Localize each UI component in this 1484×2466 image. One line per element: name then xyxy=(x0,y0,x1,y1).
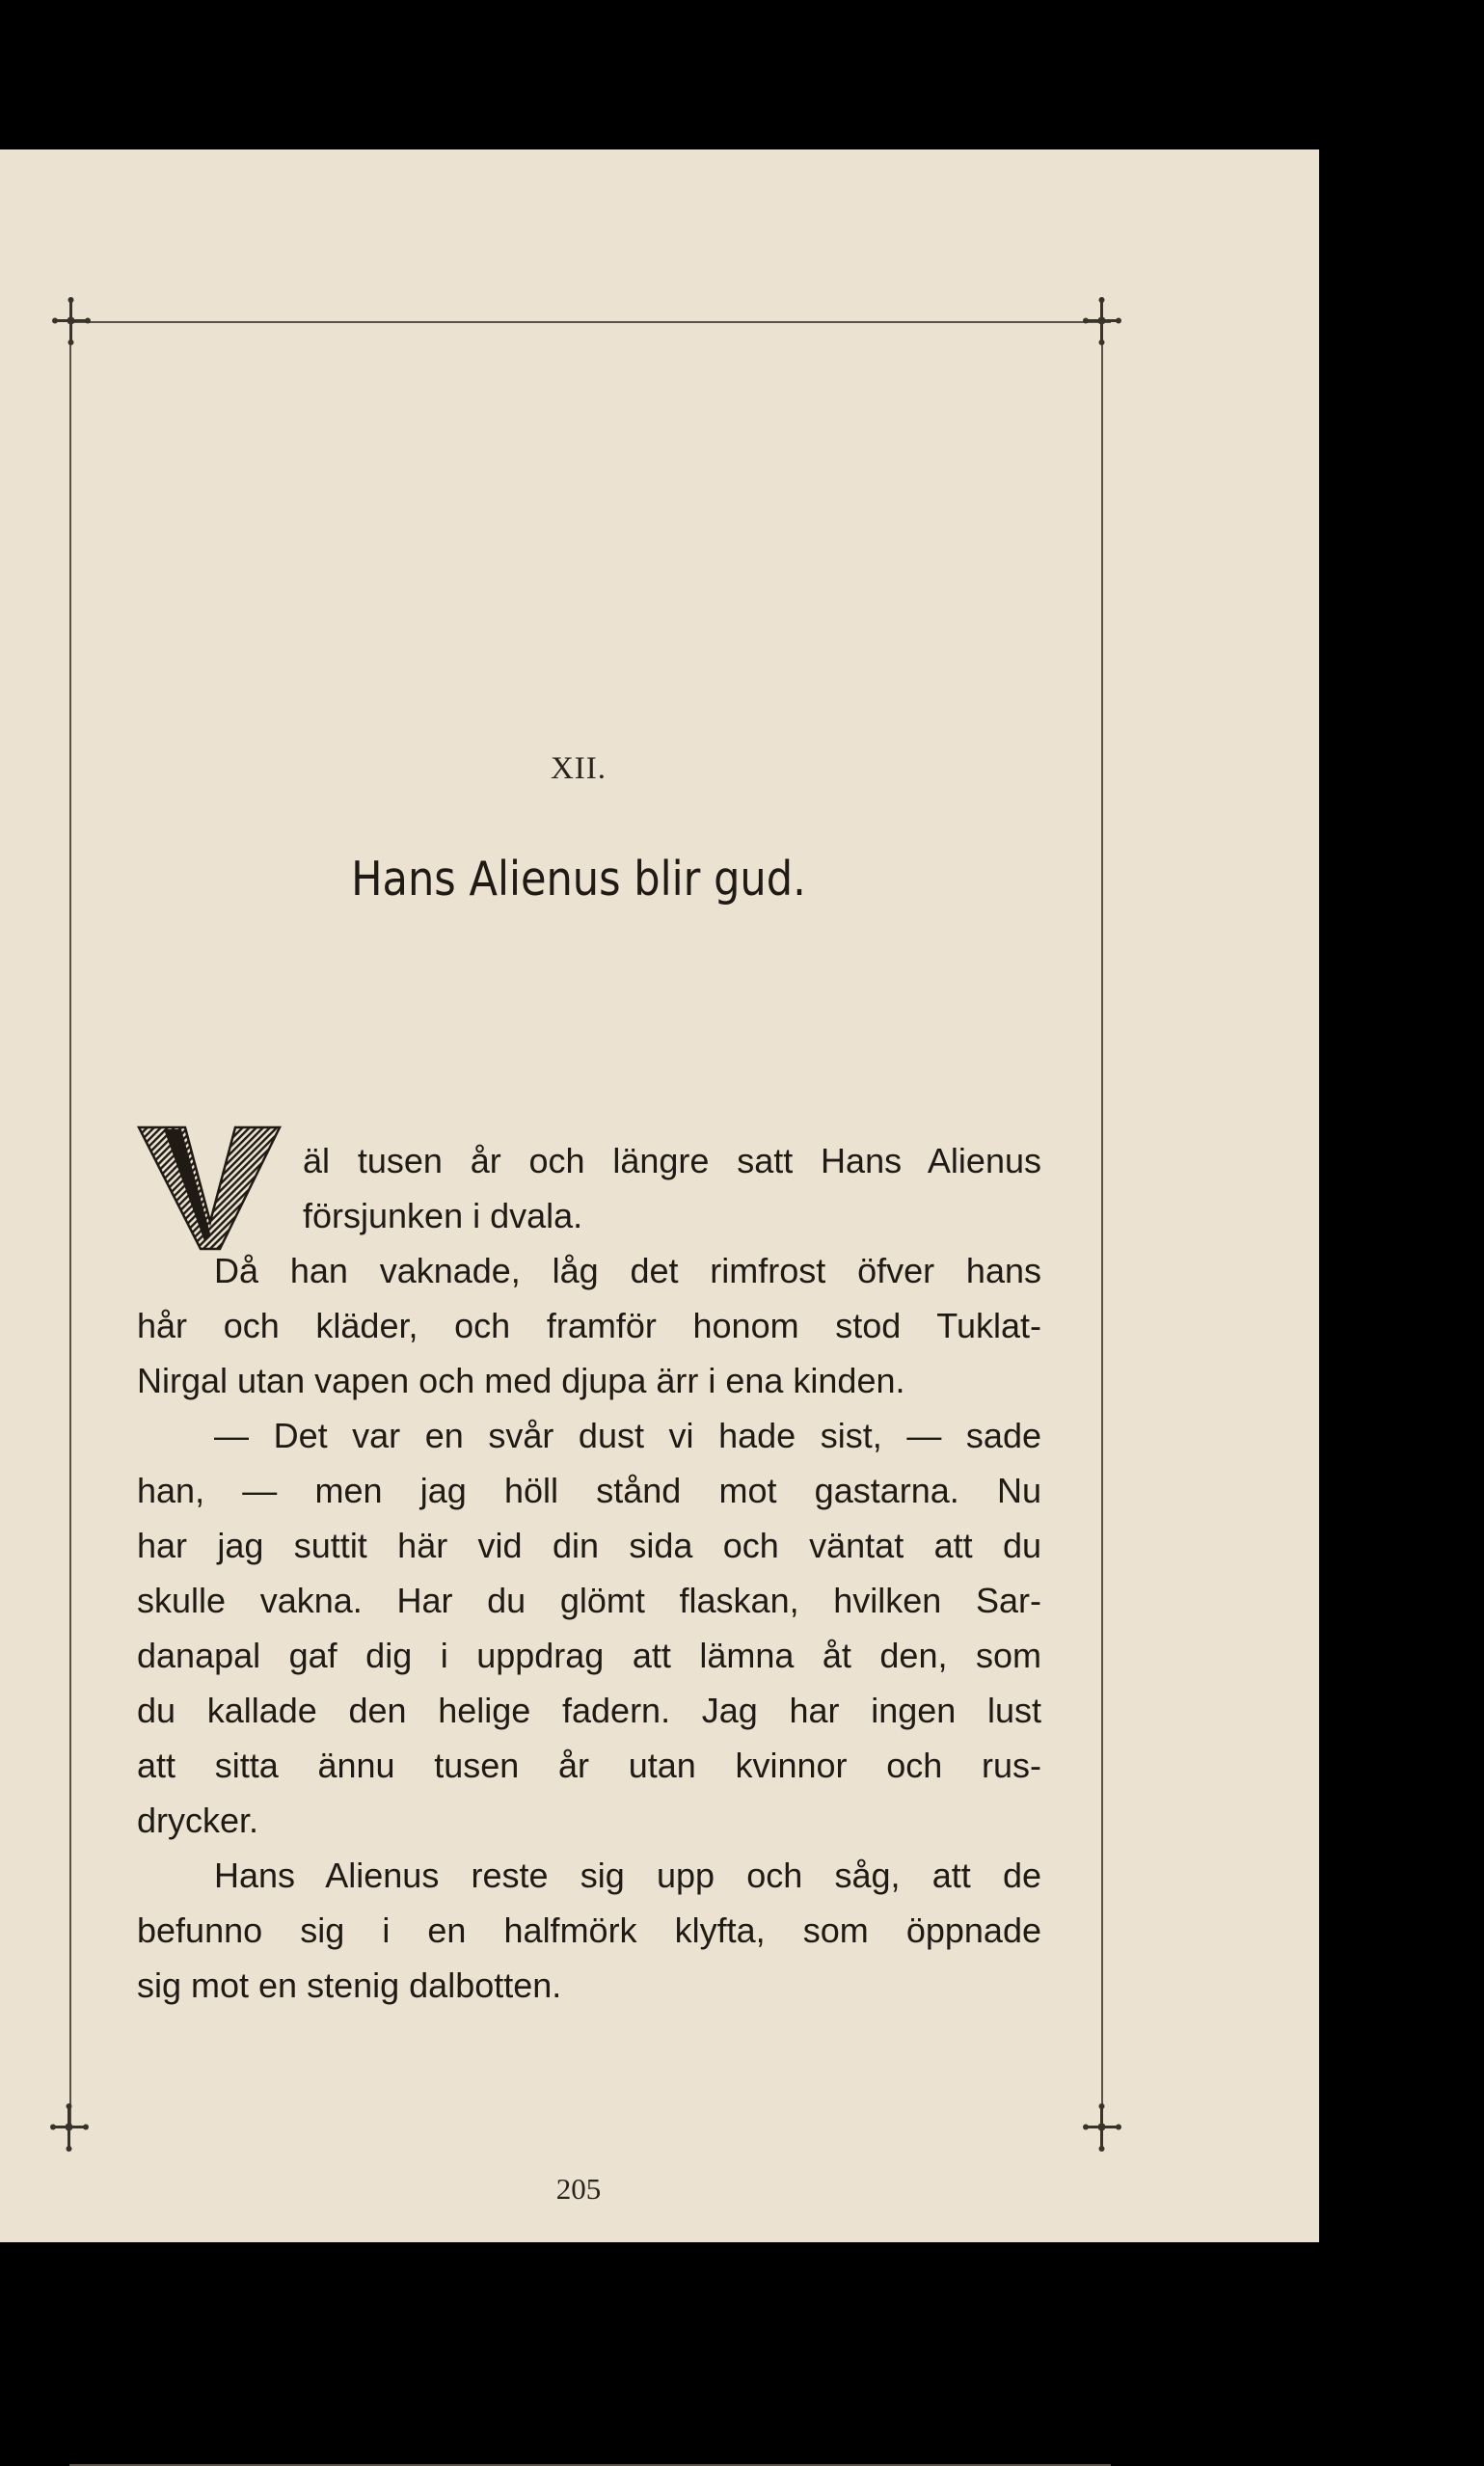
opening-lines xyxy=(137,1133,1041,1243)
text-line: äl tusen år och längre satt Hans Alienus xyxy=(303,1141,1041,1180)
book-page xyxy=(0,149,1319,2242)
right-rule xyxy=(1101,339,1103,2127)
cross-ornament-icon xyxy=(48,2102,91,2153)
page-number: 205 xyxy=(555,2172,602,2206)
text-line: du kallade den helige fadern. Jag har ingen lust xyxy=(137,1691,1041,1730)
chapter-number: XII. xyxy=(550,751,607,786)
text-line: — Det var en svår dust vi hade sist, — sade xyxy=(214,1416,1041,1455)
text-line: skulle vakna. Har du glömt flaskan, hvilken Sar- xyxy=(137,1581,1041,1620)
top-rule xyxy=(69,321,1111,323)
text-line: drycker. xyxy=(137,1801,259,1840)
text-line: befunno sig i en halfmörk klyfta, som öppnade xyxy=(137,1910,1041,1950)
text-line: Hans Alienus reste sig upp och såg, att de xyxy=(214,1856,1041,1895)
chapter-title: Hans Alienus blir gud. xyxy=(351,852,806,907)
text-line: försjunken i dvala. xyxy=(303,1196,583,1235)
text-line: han, — men jag höll stånd mot gastarna. Nu xyxy=(137,1471,1041,1510)
text-line: Då han vaknade, låg det rimfrost öfver hans xyxy=(214,1251,1041,1290)
text-line: att sitta ännu tusen år utan kvinnor och rus- xyxy=(137,1746,1041,1785)
body-text xyxy=(137,1243,1041,2013)
cross-ornament-icon xyxy=(50,296,93,346)
left-rule xyxy=(69,339,71,2127)
cross-ornament-icon xyxy=(1081,2102,1123,2153)
text-line: har jag suttit här vid din sida och väntat att du xyxy=(137,1526,1041,1565)
text-line: Nirgal utan vapen och med djupa ärr i ena kinden. xyxy=(137,1361,905,1400)
text-line: danapal gaf dig i uppdrag att lämna åt den, som xyxy=(137,1636,1041,1675)
text-line: hår och kläder, och framför honom stod Tuklat- xyxy=(137,1306,1041,1345)
cross-ornament-icon xyxy=(1081,296,1123,346)
drop-cap-glyph: V xyxy=(200,1176,221,1206)
text-line: sig mot en stenig dalbotten. xyxy=(137,1965,562,2005)
